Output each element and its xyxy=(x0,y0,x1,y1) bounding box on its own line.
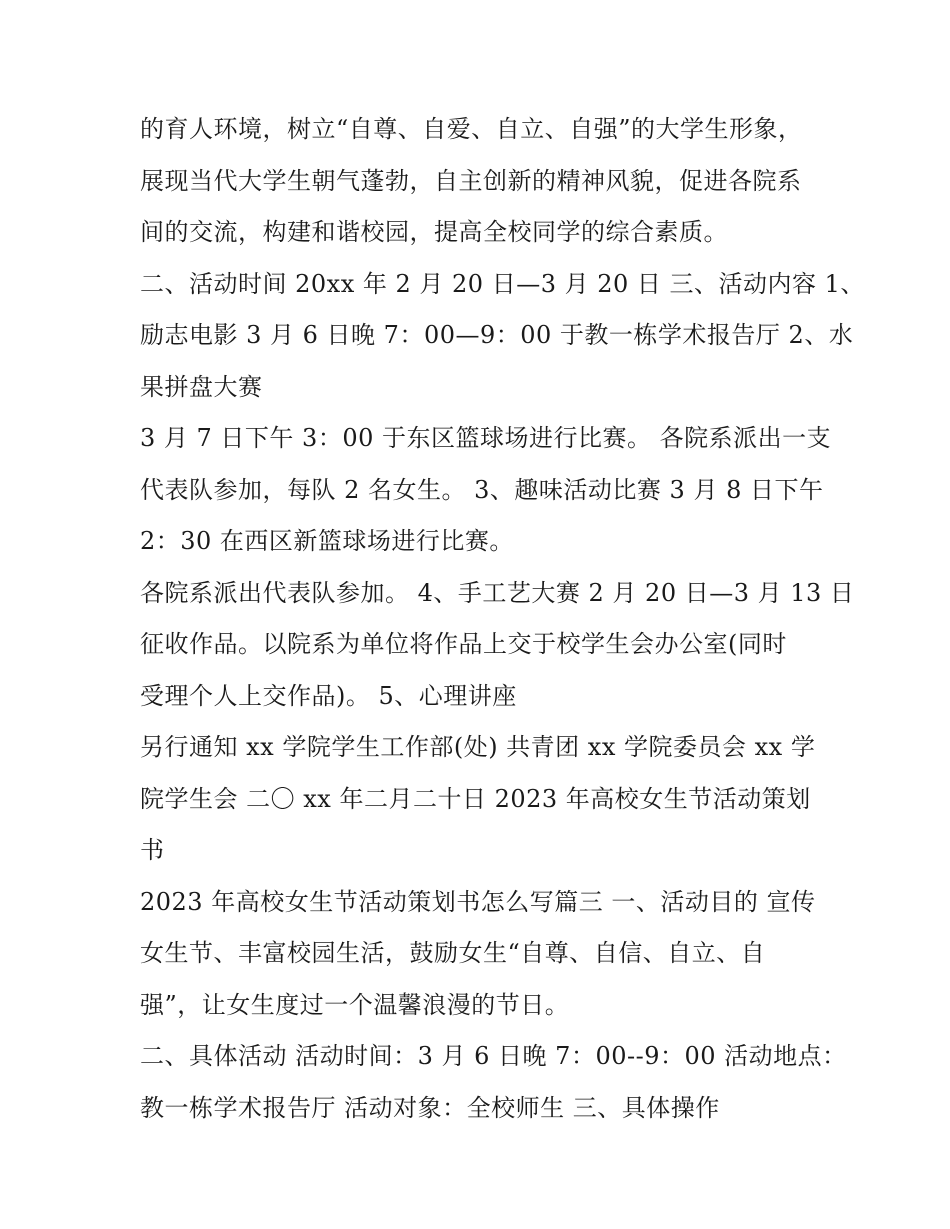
text-line: 的育人环境，树立“自尊、自爱、自立、自强”的大学生形象， xyxy=(140,115,803,143)
body-text xyxy=(140,104,865,1134)
text-line: 展现当代大学生朝气蓬勃，自主创新的精神风貌，促进各院系 xyxy=(140,166,802,195)
text-line: 受理个人上交作品)。 5、心理讲座 xyxy=(140,681,517,710)
text-line: 间的交流，构建和谐校园，提高全校同学的综合素质。 xyxy=(140,218,728,246)
text-line: 果拼盘大赛 xyxy=(140,372,263,401)
text-line: 2023 年高校女生节活动策划书怎么写篇三 一、活动目的 宣传 xyxy=(140,887,816,916)
text-line: 2：30 在西区新篮球场进行比赛。 xyxy=(140,527,514,555)
text-line: 教一栋学术报告厅 活动对象：全校师生 三、具体操作 xyxy=(140,1093,720,1122)
text-line: 各院系派出代表队参加。 4、手工艺大赛 2 月 20 日—3 月 13 日 xyxy=(140,578,855,607)
text-line: 院学生会 二〇 xx 年二月二十日 2023 年高校女生节活动策划 xyxy=(140,784,811,813)
text-line: 励志电影 3 月 6 日晚 7：00—9：00 于教一栋学术报告厅 2、水 xyxy=(140,321,854,349)
text-line: 女生节、丰富校园生活，鼓励女生“自尊、自信、自立、自 xyxy=(140,939,766,967)
text-line: 书 xyxy=(140,836,165,864)
text-line: 强”，让女生度过一个温馨浪漫的节日。 xyxy=(140,990,570,1019)
text-line: 二、具体活动 活动时间：3 月 6 日晚 7：00--9：00 活动地点： xyxy=(140,1042,847,1070)
text-line: 代表队参加，每队 2 名女生。 3、趣味活动比赛 3 月 8 日下午 xyxy=(140,475,824,504)
text-line: 3 月 7 日下午 3：00 于东区篮球场进行比赛。 各院系派出一支 xyxy=(140,424,832,452)
text-line: 另行通知 xx 学院学生工作部(处) 共青团 xx 学院委员会 xx 学 xyxy=(140,733,816,761)
text-line: 二、活动时间 20xx 年 2 月 20 日—3 月 20 日 三、活动内容 1、 xyxy=(140,269,865,298)
text-line: 征收作品。以院系为单位将作品上交于校学生会办公室(同时 xyxy=(140,630,787,658)
